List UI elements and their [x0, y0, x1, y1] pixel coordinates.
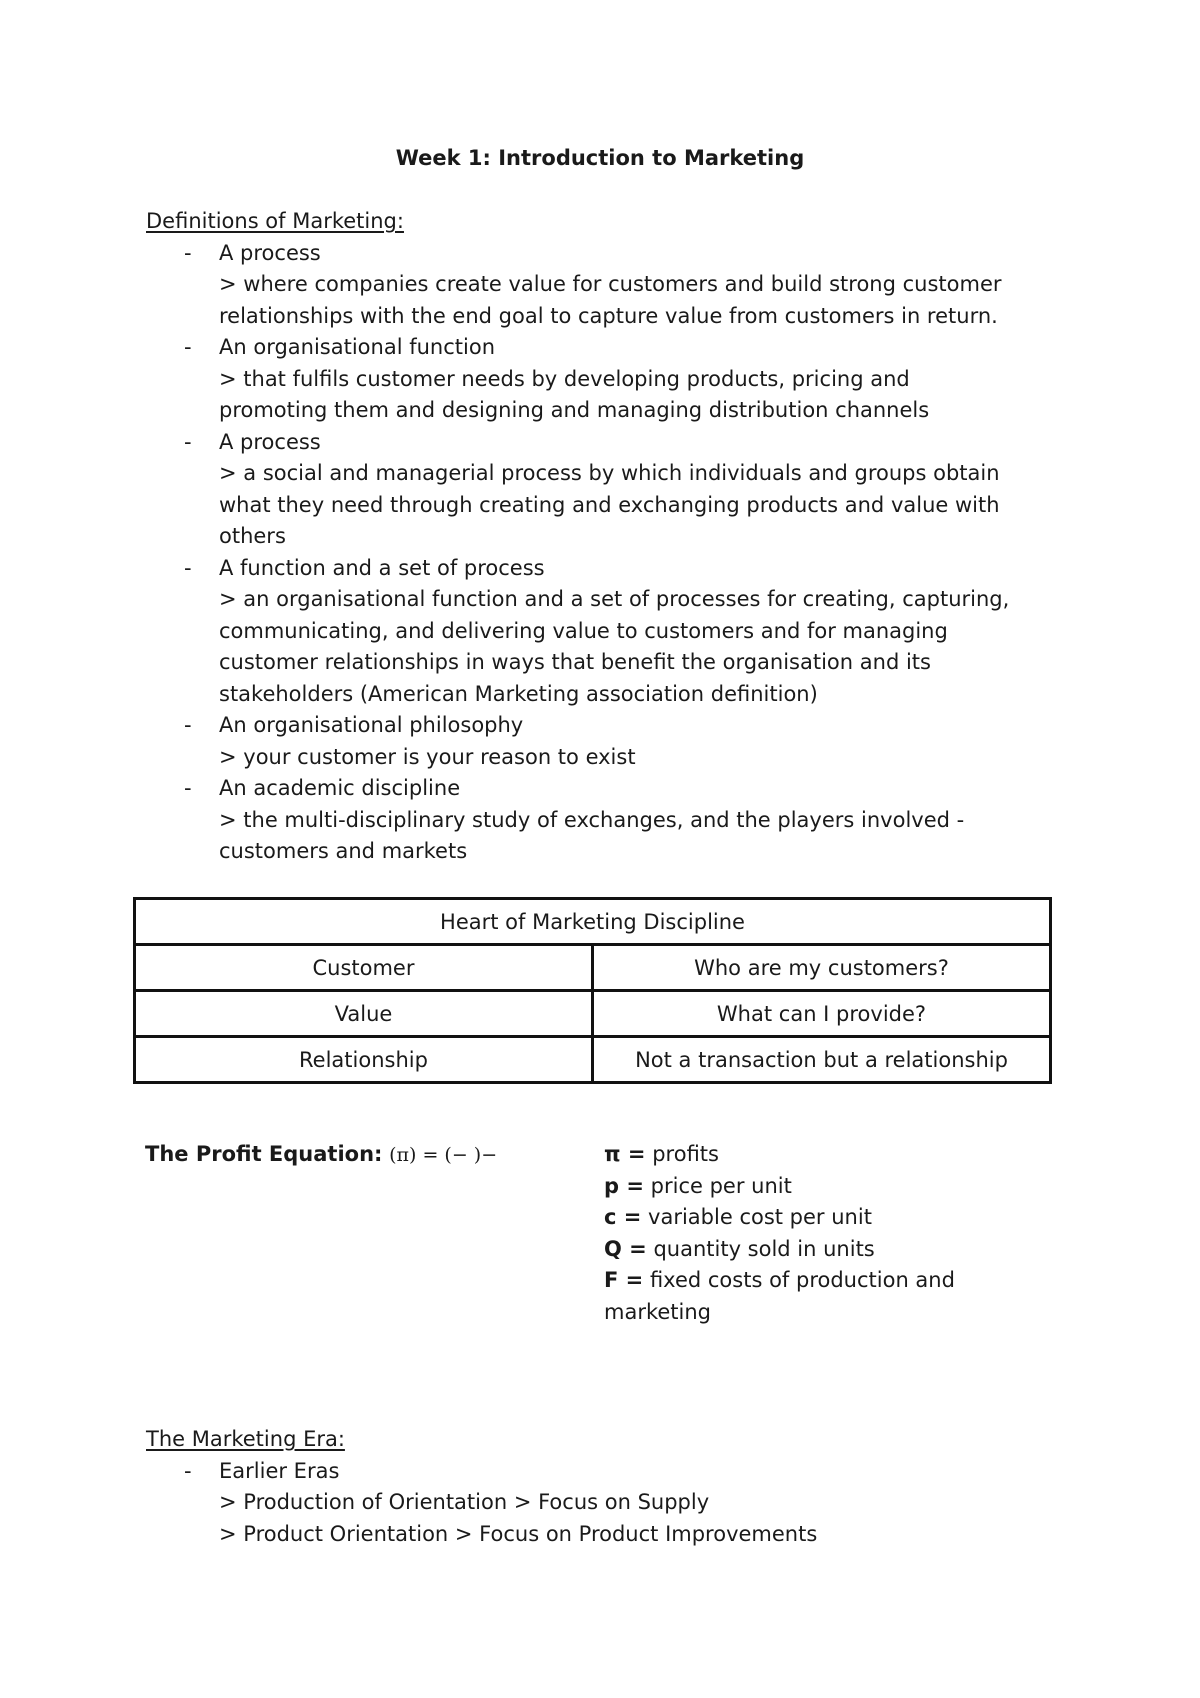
table-cell-question: Who are my customers?	[593, 945, 1051, 991]
definition-item	[146, 332, 1066, 427]
legend-meaning: price per unit	[650, 1173, 792, 1198]
marketing-era-heading: The Marketing Era:	[146, 1427, 345, 1451]
table-header-cell: Heart of Marketing Discipline	[135, 899, 1051, 945]
bullet-dash: -	[184, 555, 192, 580]
definition-item	[146, 710, 1066, 773]
page-title: Week 1: Introduction to Marketing	[395, 146, 805, 170]
legend-item	[604, 1234, 1024, 1266]
definitions-heading: Definitions of Marketing:	[146, 209, 404, 233]
bullet-dash: -	[184, 713, 192, 737]
definition-line: stakeholders (American Marketing association definition)	[219, 681, 818, 706]
definition-line: others	[219, 524, 286, 548]
legend-item	[604, 1171, 1024, 1203]
table-row	[135, 1037, 1051, 1083]
era-label: Earlier Eras	[219, 1458, 340, 1483]
definition-line: > an organisational function and a set of processes for creating, capturing,	[219, 587, 1010, 611]
marketing-era-section	[146, 1424, 1066, 1550]
definitions-section	[146, 206, 1066, 868]
table-cell-term: Value	[135, 991, 593, 1037]
legend-symbol: F =	[604, 1268, 644, 1292]
bullet-dash: -	[184, 429, 192, 454]
legend-item	[604, 1265, 1024, 1328]
legend-meaning: fixed costs of production and marketing	[604, 1268, 955, 1324]
definition-line: customer relationships in ways that benefit the organisation and its	[219, 650, 931, 674]
definition-line: > that fulfils customer needs by developing products, pricing and	[219, 366, 910, 391]
definition-label: A function and a set of process	[219, 555, 545, 580]
bullet-dash: -	[184, 776, 192, 800]
table-cell-term: Customer	[135, 945, 593, 991]
table-cell-term: Relationship	[135, 1037, 593, 1083]
profit-formula: (π) = (− )−	[389, 1144, 498, 1166]
definition-label: A process	[219, 429, 321, 454]
table-cell-question: Not a transaction but a relationship	[593, 1037, 1051, 1083]
profit-legend	[604, 1139, 1024, 1328]
definition-label: An organisational philosophy	[219, 713, 524, 737]
bullet-dash: -	[184, 240, 192, 265]
legend-item	[604, 1202, 1024, 1234]
legend-meaning: profits	[652, 1142, 719, 1166]
legend-meaning: quantity sold in units	[653, 1236, 875, 1261]
era-line: > Product Orientation > Focus on Product Improvements	[219, 1521, 818, 1546]
legend-symbol: Q =	[604, 1236, 647, 1261]
definition-label: An academic discipline	[219, 776, 461, 800]
table-header-row	[135, 899, 1051, 945]
definition-line: customers and markets	[219, 839, 468, 863]
definition-item	[146, 238, 1066, 333]
definition-line: communicating, and delivering value to customers and for managing	[219, 618, 948, 643]
profit-equation	[145, 1139, 497, 1172]
definition-item	[146, 773, 1066, 868]
table-cell-question: What can I provide?	[593, 991, 1051, 1037]
definition-item	[146, 427, 1066, 553]
definition-line: > your customer is your reason to exist	[219, 744, 636, 769]
legend-item	[604, 1139, 1024, 1171]
definition-label: A process	[219, 240, 321, 265]
profit-equation-label: The Profit Equation:	[145, 1142, 383, 1166]
era-line: > Production of Orientation > Focus on Supply	[219, 1490, 710, 1514]
definition-line: > where companies create value for customers and build strong customer	[219, 272, 1002, 296]
era-item	[146, 1456, 1066, 1551]
definition-line: promoting them and designing and managing distribution channels	[219, 398, 930, 422]
definition-item	[146, 553, 1066, 711]
bullet-dash: -	[184, 335, 192, 359]
definition-line: what they need through creating and exchanging products and value with	[219, 492, 1000, 517]
legend-symbol: c =	[604, 1205, 642, 1229]
heart-of-marketing-table	[133, 897, 1052, 1084]
definition-label: An organisational function	[219, 335, 496, 359]
definition-line: > the multi-disciplinary study of exchanges, and the players involved -	[219, 807, 965, 832]
legend-symbol: π =	[604, 1142, 646, 1166]
bullet-dash: -	[184, 1458, 192, 1483]
definition-line: > a social and managerial process by which individuals and groups obtain	[219, 461, 1000, 485]
legend-symbol: p =	[604, 1173, 644, 1198]
table-row	[135, 991, 1051, 1037]
table-row	[135, 945, 1051, 991]
legend-meaning: variable cost per unit	[648, 1205, 872, 1229]
definition-line: relationships with the end goal to capture value from customers in return.	[219, 303, 998, 328]
